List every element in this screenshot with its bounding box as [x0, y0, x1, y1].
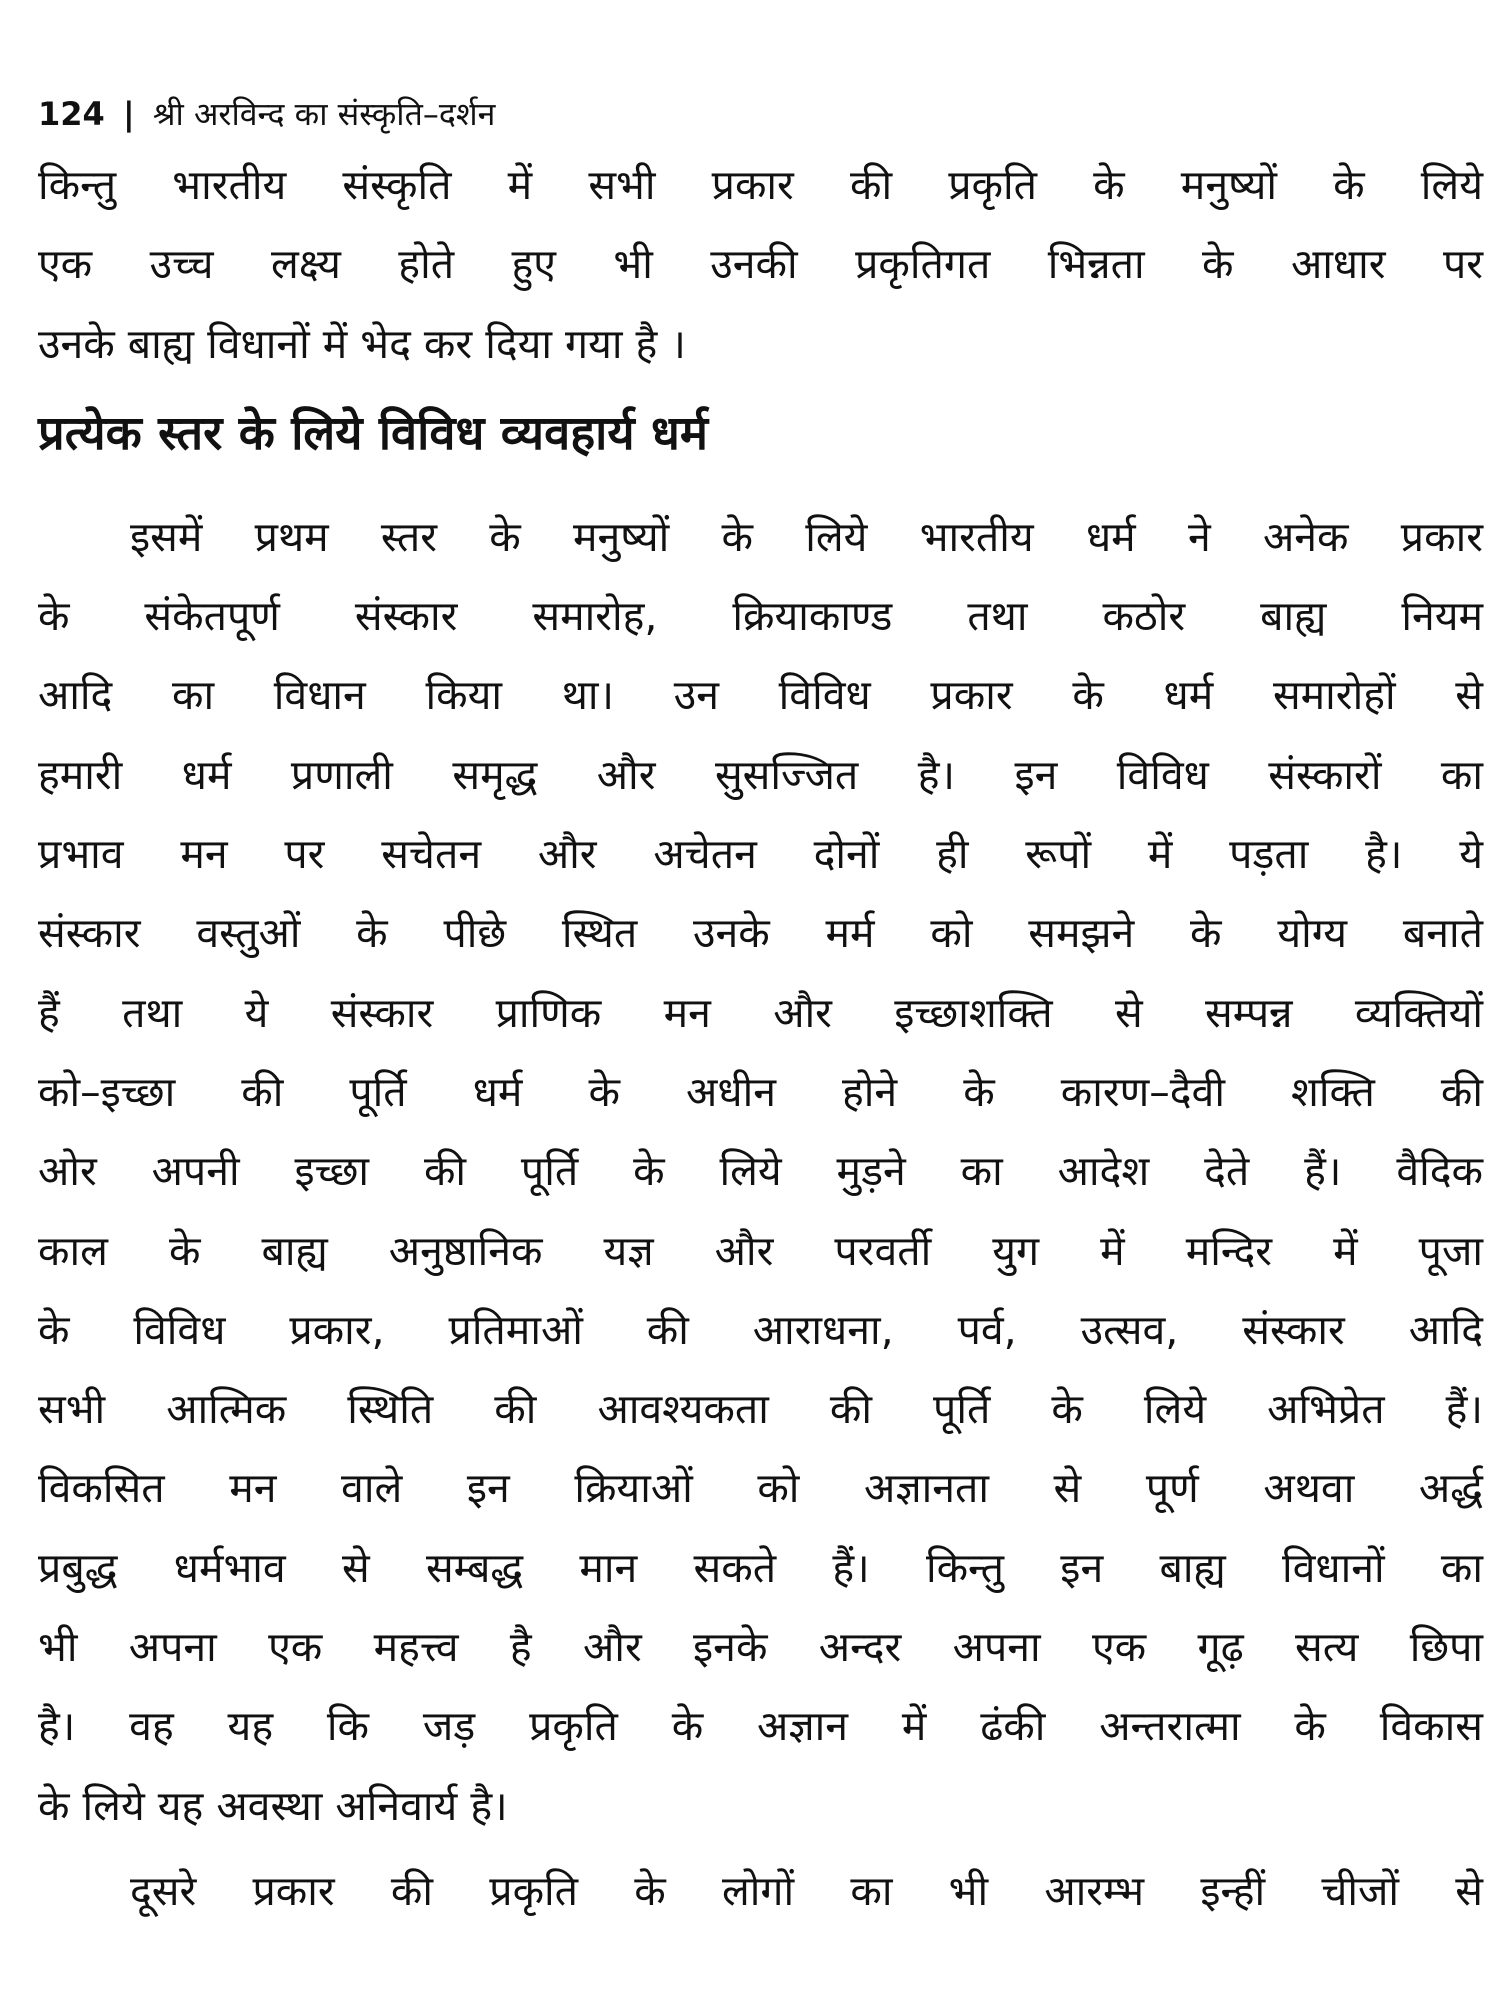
text-line: हैं तथा ये संस्कार प्राणिक मन और इच्छाशक्ति से सम्पन्न व्यक्तियों — [38, 988, 1483, 1037]
text-line: प्रबुद्ध धर्मभाव से सम्बद्ध मान सकते हैं। किन्तु इन बाह्य विधानों का — [38, 1543, 1483, 1592]
running-title: श्री अरविन्द का संस्कृति–दर्शन — [152, 95, 496, 133]
text-line: सभी आत्मिक स्थिति की आवश्यकता की पूर्ति के लिये अभिप्रेत हैं। — [38, 1385, 1483, 1434]
text-line: है। वह यह कि जड़ प्रकृति के अज्ञान में ढंकी अन्तरात्मा के विकास — [38, 1702, 1483, 1751]
text-line: आदि का विधान किया था। उन विविध प्रकार के धर्म समारोहों से — [38, 671, 1483, 720]
text-line: किन्तु भारतीय संस्कृति में सभी प्रकार की प्रकृति के मनुष्यों के लिये — [38, 161, 1483, 209]
text-line: हमारी धर्म प्रणाली समृद्ध और सुसज्जित है। इन विविध संस्कारों का — [38, 750, 1483, 799]
text-line: को–इच्छा की पूर्ति धर्म के अधीन होने के कारण–दैवी शक्ति की — [38, 1067, 1483, 1116]
text-line: ओर अपनी इच्छा की पूर्ति के लिये मुड़ने का आदेश देते हैं। वैदिक — [38, 1147, 1483, 1196]
text-line: दूसरे प्रकार की प्रकृति के लोगों का भी आरम्भ इन्हीं चीजों से — [130, 1866, 1483, 1915]
text-line: भी अपना एक महत्त्व है और इनके अन्दर अपना एक गूढ़ सत्य छिपा — [38, 1623, 1483, 1672]
intro-paragraph — [38, 146, 1483, 384]
text-line: एक उच्च लक्ष्य होते हुए भी उनकी प्रकृतिगत भिन्नता के आधार पर — [38, 240, 1483, 289]
page-number: 124 — [38, 95, 105, 133]
text-line: संस्कार वस्तुओं के पीछे स्थित उनके मर्म को समझने के योग्य बनाते — [38, 909, 1483, 958]
text-line: विकसित मन वाले इन क्रियाओं को अज्ञानता से पूर्ण अथवा अर्द्ध — [38, 1464, 1483, 1513]
text-line: प्रभाव मन पर सचेतन और अचेतन दोनों ही रूपों में पड़ता है। ये — [38, 830, 1483, 879]
text-line: उनके बाह्य विधानों में भेद कर दिया गया है । — [38, 319, 686, 368]
text-line: के लिये यह अवस्था अनिवार्य है। — [38, 1781, 508, 1830]
text-line: काल के बाह्य अनुष्ठानिक यज्ञ और परवर्ती युग में मन्दिर में पूजा — [38, 1226, 1483, 1275]
running-header — [38, 82, 1483, 146]
text-line: इसमें प्रथम स्तर के मनुष्यों के लिये भारतीय धर्म ने अनेक प्रकार — [130, 512, 1483, 561]
section-heading: प्रत्येक स्तर के लिये विविध व्यवहार्य धर्म — [38, 405, 708, 461]
book-page — [38, 82, 1483, 1931]
header-separator: | — [122, 95, 135, 133]
body-paragraph-2 — [38, 1852, 1483, 1931]
text-line: के विविध प्रकार, प्रतिमाओं की आराधना, पर्व, उत्सव, संस्कार आदि — [38, 1305, 1483, 1354]
text-line: के संकेतपूर्ण संस्कार समारोह, क्रियाकाण्ड तथा कठोर बाह्य नियम — [38, 592, 1483, 641]
body-paragraph-1 — [38, 498, 1483, 1846]
